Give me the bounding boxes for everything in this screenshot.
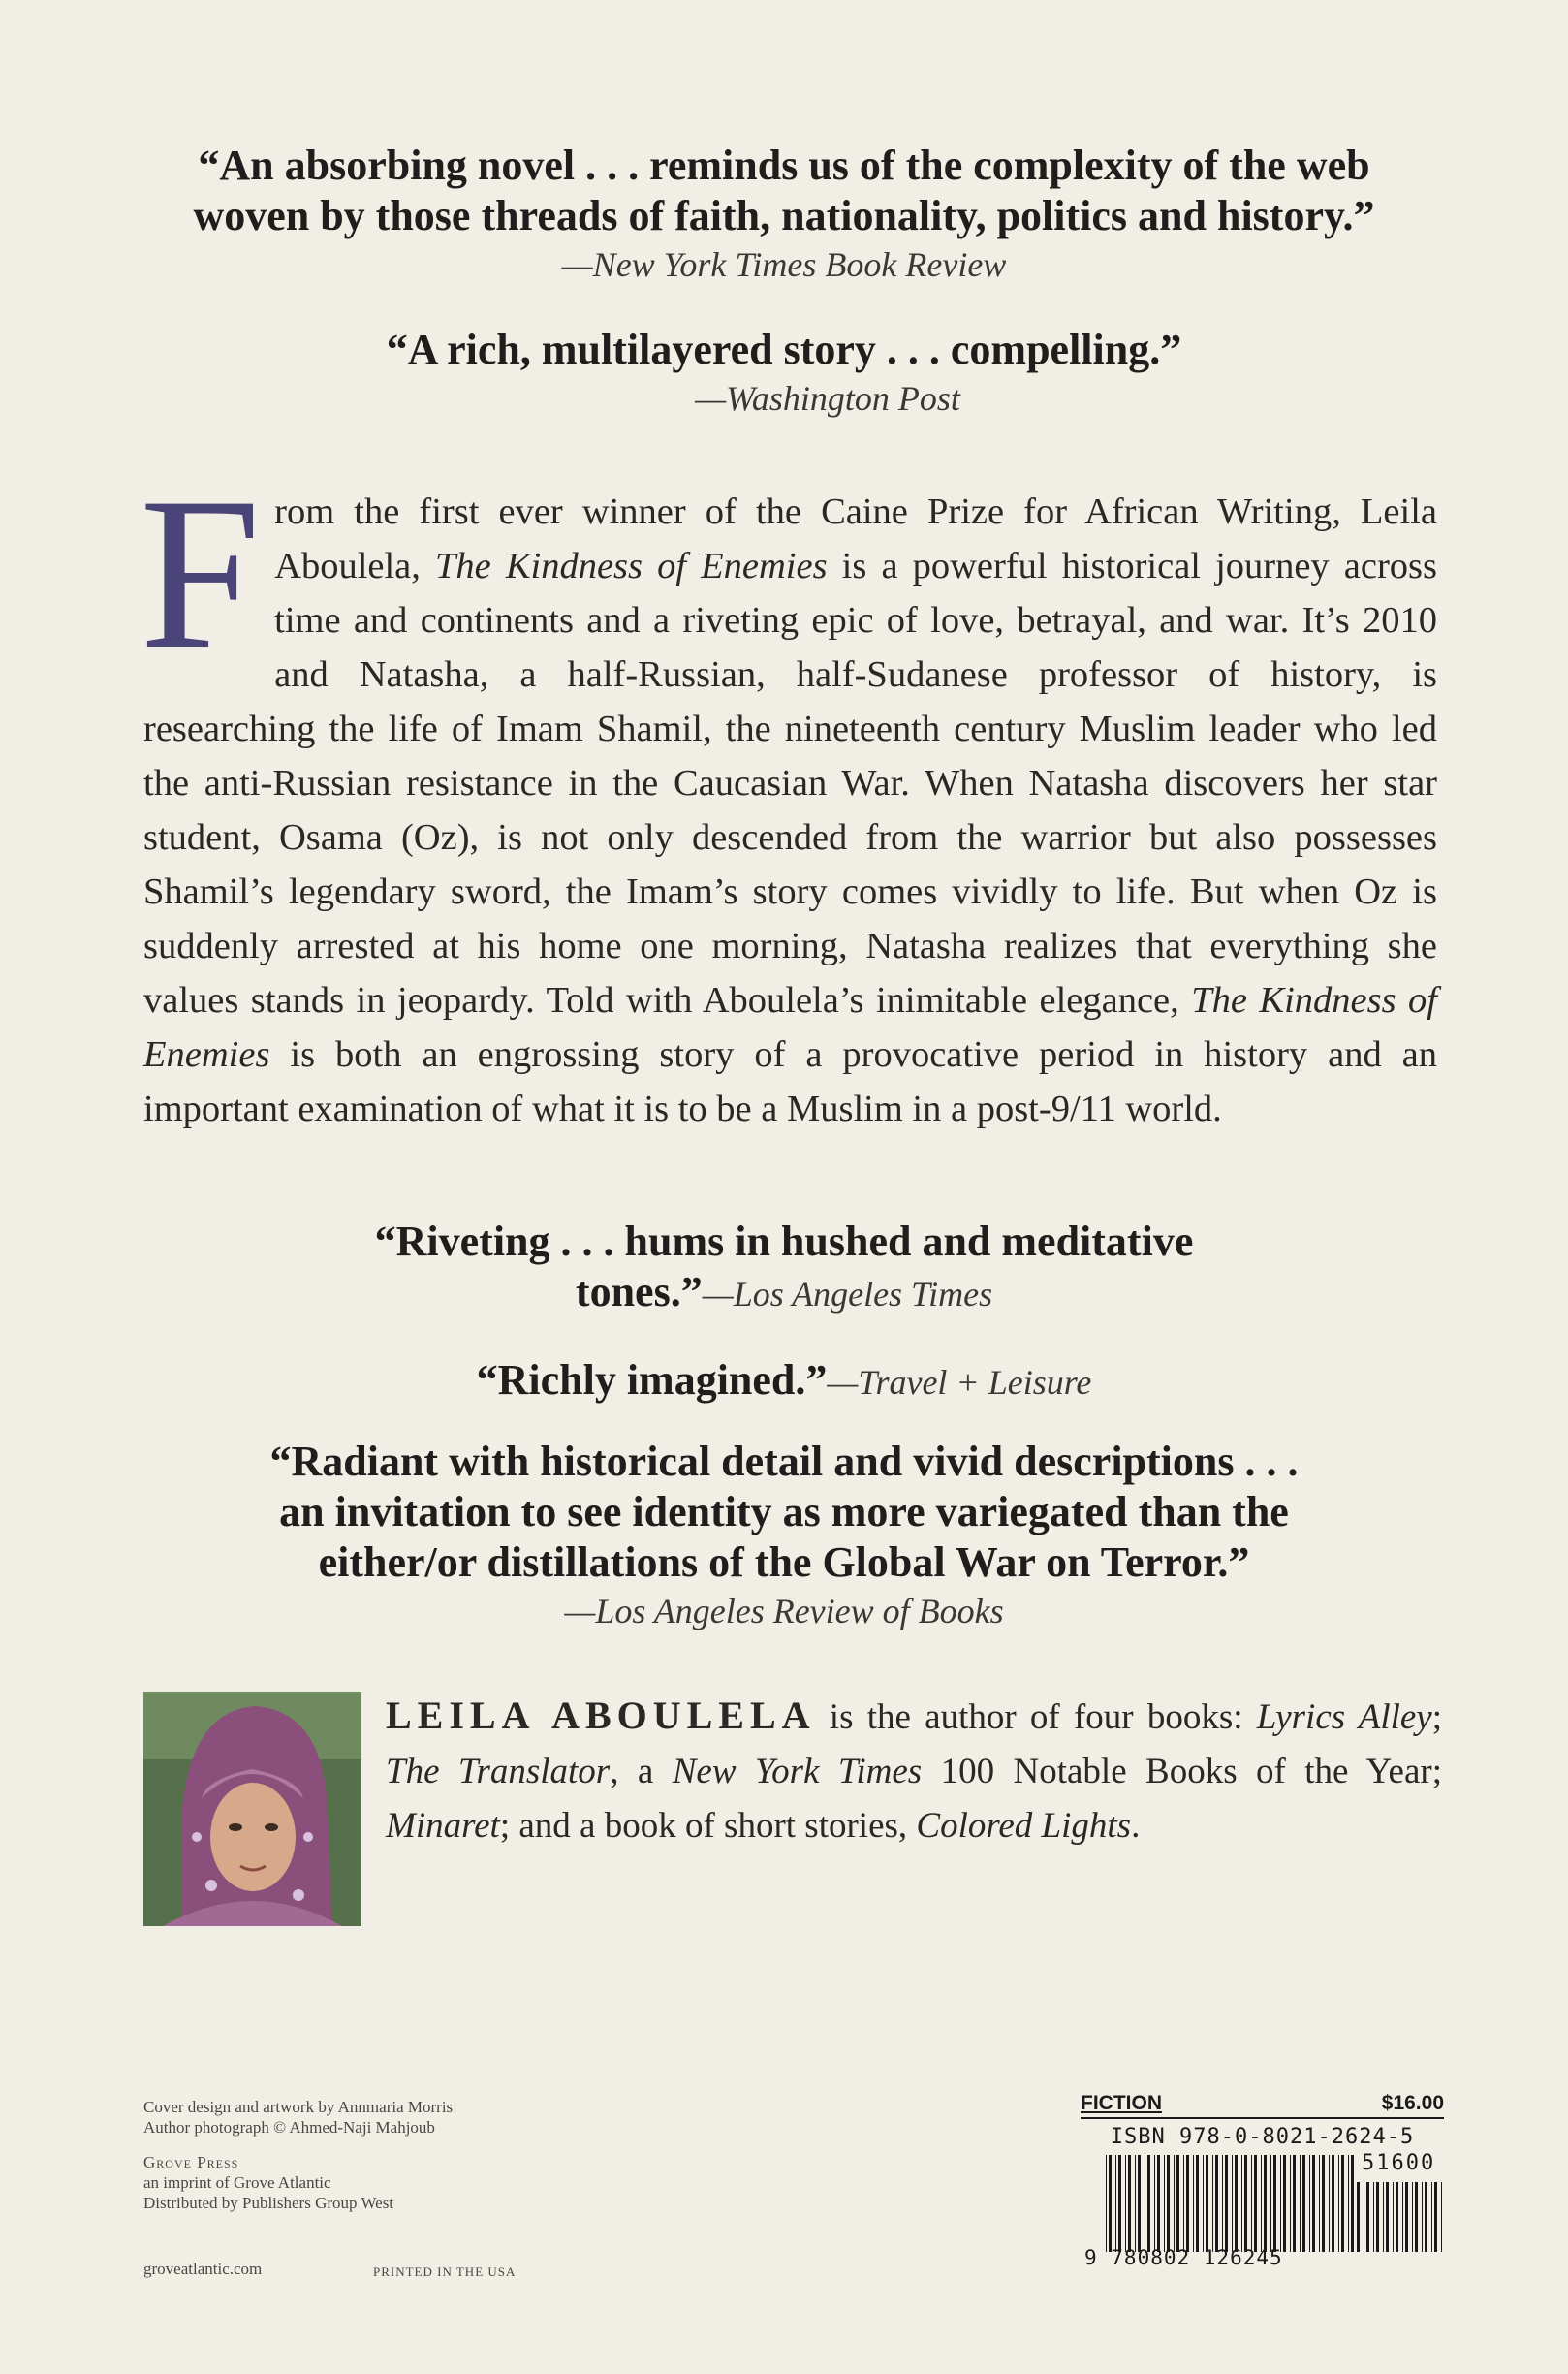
barcode-bar [1351, 2155, 1354, 2252]
barcode-bar [1147, 2155, 1150, 2252]
cover-credit: Cover design and artwork by Annmaria Morris [143, 2098, 454, 2116]
barcode-bar [1402, 2182, 1403, 2252]
bio-text: ; and a book of short stories, [499, 1806, 917, 1846]
barcode-bar [1425, 2182, 1427, 2252]
barcode-bar [1332, 2155, 1334, 2252]
quote-travel-leisure [97, 1355, 1471, 1408]
quote-la-review [97, 1437, 1471, 1632]
barcode-bar [1115, 2155, 1116, 2252]
barcode-header [1081, 2092, 1444, 2115]
author-photo [143, 1692, 361, 1926]
barcode-bar [1412, 2182, 1413, 2252]
addon-number: 51600 [1362, 2151, 1436, 2175]
barcode-bar [1109, 2155, 1112, 2252]
quote-source: —Los Angeles Review of Books [564, 1592, 1004, 1630]
barcode-bar [1244, 2155, 1247, 2252]
book-title: The Kindness of Enemies [434, 546, 828, 586]
bio-text: is the author of four books: [815, 1697, 1257, 1737]
quote-text: either/or distillations of the Global War on Terror.” [318, 1538, 1250, 1586]
barcode-bar [1348, 2155, 1349, 2252]
barcode-bar [1300, 2155, 1301, 2252]
barcode-icon [1106, 2155, 1358, 2252]
barcode-bar [1157, 2155, 1160, 2252]
barcode-bar [1176, 2155, 1179, 2252]
category-label: FICTION [1081, 2092, 1162, 2114]
barcode-block [1081, 2092, 1444, 2271]
barcode-addon-icon [1357, 2182, 1444, 2252]
barcode-bar [1196, 2155, 1199, 2252]
publisher-imprint: an imprint of Grove Atlantic [143, 2173, 331, 2192]
author-portrait-icon [143, 1692, 361, 1926]
publisher-info [143, 2152, 393, 2213]
distributor: Distributed by Publishers Group West [143, 2194, 394, 2212]
quote-source: —Washington Post [695, 379, 960, 418]
quote-la-times [97, 1217, 1471, 1319]
barcode-bar [1309, 2155, 1310, 2252]
description-text: is a powerful historical journey across time and continents and a riveting epic of love, betrayal, and war. It’s 2010 and Natasha, a half-Russian, half-Sudanese professor of history, is researching the life of Imam Shamil, the nineteenth century Muslim leader who led the anti-Russian resistance in the Caucasian War. When Natasha discovers her star student, Osama (Oz), is not only descended from the warrior but also possesses Shamil’s legendary sword, the Imam’s story comes vividly to life. But when Oz is suddenly arrested at his home one morning, Natasha realizes that everything she values stands in jeopardy. Told with Aboulela’s inimitable elegance, [143, 546, 1437, 1021]
quote-text: “Richly imagined.” [476, 1356, 828, 1404]
divider [1081, 2117, 1444, 2119]
barcode-bar [1434, 2182, 1437, 2252]
barcode-bar [1441, 2182, 1442, 2252]
barcode-bar [1376, 2182, 1379, 2252]
barcode-bar [1138, 2155, 1141, 2252]
barcode-bar [1341, 2155, 1344, 2252]
quote-text-line [97, 1267, 1471, 1319]
barcode-bar [1357, 2182, 1360, 2252]
quote-text: “Radiant with historical detail and vivid descriptions . . . [269, 1438, 1299, 1485]
design-credits [143, 2097, 453, 2137]
barcode-bar [1329, 2155, 1330, 2252]
barcode-bar [1422, 2182, 1423, 2252]
book-title: Colored Lights [916, 1806, 1132, 1846]
barcode-bar [1106, 2155, 1107, 2252]
barcode-bar [1167, 2155, 1170, 2252]
barcode-bar [1186, 2155, 1189, 2252]
barcode-bar [1128, 2155, 1131, 2252]
printed-in: PRINTED IN THE USA [373, 2264, 517, 2279]
quote-text: an invitation to see identity as more variegated than the [279, 1488, 1289, 1535]
barcode-bar [1241, 2155, 1242, 2252]
barcode-bar [1261, 2155, 1262, 2252]
bio-text: ; [1431, 1697, 1442, 1737]
barcode-bar [1235, 2155, 1238, 2252]
quote-text-line [97, 1355, 1471, 1408]
publisher-name: Grove Press [143, 2153, 239, 2171]
quote-text: “An absorbing novel . . . reminds us of the complexity of the web [198, 142, 1370, 189]
barcode-bar [1396, 2182, 1398, 2252]
barcode-bar [1373, 2182, 1374, 2252]
barcode-bar [1251, 2155, 1252, 2252]
quote-text: “A rich, multilayered story . . . compelling.” [386, 326, 1182, 373]
bio-text: 100 Notable Books of the Year; [922, 1752, 1442, 1791]
barcode-bar [1154, 2155, 1155, 2252]
publication-title: New York Times [672, 1752, 923, 1791]
barcode-bar [1125, 2155, 1126, 2252]
barcode-bar [1338, 2155, 1339, 2252]
photo-credit: Author photograph © Ahmed-Naji Mahjoub [143, 2118, 435, 2137]
book-title: The Kindness of Enemies [143, 980, 1437, 1075]
barcode-bar [1415, 2182, 1418, 2252]
barcode-bar [1366, 2182, 1369, 2252]
barcode-bar [1254, 2155, 1257, 2252]
bio-text: , a [610, 1752, 673, 1791]
barcode-bar [1215, 2155, 1218, 2252]
barcode-bar [1283, 2155, 1286, 2252]
barcode-bar [1203, 2155, 1204, 2252]
barcode-bar [1393, 2182, 1394, 2252]
barcode-bar [1232, 2155, 1233, 2252]
barcode-bar [1264, 2155, 1267, 2252]
barcode-bar [1164, 2155, 1165, 2252]
bio-text: . [1131, 1806, 1141, 1846]
book-description [140, 452, 1437, 1136]
quote-text: “Riveting . . . hums in hushed and meditative [374, 1218, 1194, 1265]
book-title: Minaret [386, 1806, 500, 1846]
book-title: Lyrics Alley [1256, 1697, 1432, 1737]
barcode-bar [1206, 2155, 1208, 2252]
author-name: LEILA ABOULELA [386, 1693, 816, 1737]
description-text: rom the first ever winner of the Caine Prize for African Writing, Leila Aboulela, [274, 491, 1437, 586]
barcode-graphic [1081, 2149, 1444, 2270]
quote-washington-post [97, 325, 1471, 420]
barcode-bar [1302, 2155, 1305, 2252]
barcode-bar [1174, 2155, 1175, 2252]
book-title: The Translator [386, 1752, 611, 1791]
barcode-bar [1312, 2155, 1315, 2252]
barcode-bar [1193, 2155, 1194, 2252]
barcode-bar [1280, 2155, 1281, 2252]
barcode-bar [1183, 2155, 1184, 2252]
quote-text: tones.” [575, 1268, 703, 1315]
isbn-text: ISBN 978-0-8021-2624-5 [1110, 2125, 1415, 2149]
barcode-bar [1405, 2182, 1408, 2252]
description-text: is both an engrossing story of a provocative period in history and an important examination of what it is to be a Muslim in a post-9/11 world. [143, 1034, 1437, 1129]
quote-nyt [97, 141, 1471, 286]
barcode-bar [1135, 2155, 1136, 2252]
barcode-bar [1118, 2155, 1121, 2252]
barcode-bar [1222, 2155, 1223, 2252]
quote-text: woven by those threads of faith, nationality, politics and history.” [193, 192, 1375, 239]
barcode-bar [1431, 2182, 1432, 2252]
barcode-bar [1270, 2155, 1271, 2252]
drop-cap: F [140, 452, 262, 694]
barcode-bar [1322, 2155, 1325, 2252]
barcode-bar [1290, 2155, 1291, 2252]
barcode-bar [1273, 2155, 1276, 2252]
quote-source: —New York Times Book Review [561, 245, 1007, 284]
author-bio [386, 1689, 1442, 1853]
barcode-bar [1319, 2155, 1320, 2252]
quote-source: —Travel + Leisure [827, 1363, 1092, 1402]
quote-source: —Los Angeles Times [702, 1275, 993, 1314]
barcode-bar [1383, 2182, 1384, 2252]
barcode-bar [1386, 2182, 1389, 2252]
barcode-bar [1212, 2155, 1213, 2252]
barcode-bar [1293, 2155, 1296, 2252]
barcode-number: 9 780802 126245 [1084, 2246, 1283, 2269]
website: groveatlantic.com [143, 2260, 263, 2278]
barcode-bar [1225, 2155, 1228, 2252]
price-label: $16.00 [1381, 2092, 1444, 2114]
